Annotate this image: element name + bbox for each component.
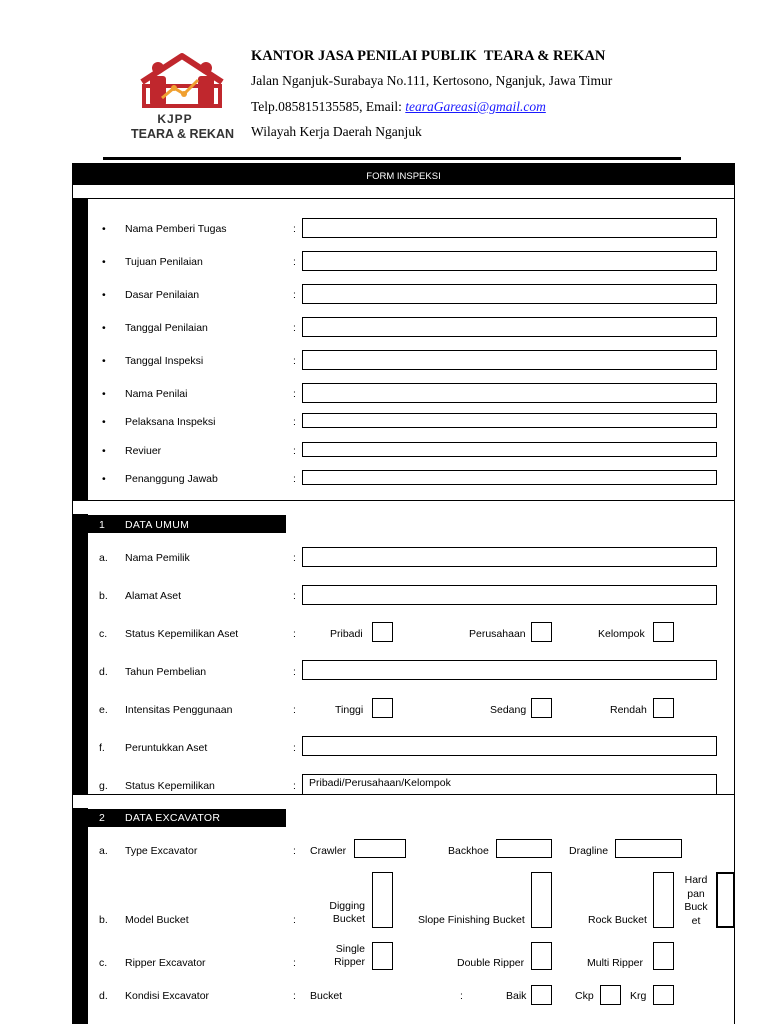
company-email-link[interactable]: tearaGareasi@gmail.com [405, 99, 546, 114]
form-title-underline [72, 198, 735, 199]
option-kelompok-checkbox[interactable] [653, 622, 674, 642]
form-title-bar [72, 163, 735, 185]
option-dragline-checkbox[interactable] [615, 839, 682, 858]
company-contact [251, 99, 546, 115]
s1-d-label: Tahun Pembelian [125, 666, 207, 678]
general-field-label: Dasar Penilaian [125, 289, 200, 301]
bullet-icon: • [102, 355, 106, 367]
s2-c-label: Ripper Excavator [125, 957, 206, 969]
general-field-label: Nama Pemberi Tugas [125, 223, 227, 235]
option-sedang-label: Sedang [490, 704, 527, 716]
section1-title: DATA UMUM [125, 519, 190, 531]
option-hardpan-bucket-checkbox[interactable] [716, 872, 735, 928]
option-double-ripper-checkbox[interactable] [531, 942, 552, 970]
general-field-colon: : [293, 256, 296, 268]
s1-b-letter: b. [99, 590, 108, 602]
company-phone: Telp.085815135585, Email: [251, 99, 406, 114]
s2-d-colon-2: : [460, 990, 463, 1002]
general-field-colon: : [293, 355, 296, 367]
section2-number: 2 [99, 812, 106, 824]
bullet-icon: • [102, 388, 106, 400]
s1-a-label: Nama Pemilik [125, 552, 190, 564]
alamat-aset-input[interactable] [302, 585, 717, 605]
option-perusahaan-label: Perusahaan [469, 628, 526, 640]
option-krg-label: Krg [630, 990, 647, 1002]
s2-b-letter: b. [99, 914, 108, 926]
option-baik-label: Baik [506, 990, 527, 1002]
option-perusahaan-checkbox[interactable] [531, 622, 552, 642]
option-sedang-checkbox[interactable] [531, 698, 552, 718]
option-kelompok-label: Kelompok [598, 628, 645, 640]
option-pribadi-label: Pribadi [330, 628, 363, 640]
form-title: FORM INSPEKSI [366, 171, 441, 182]
option-crawler-checkbox[interactable] [354, 839, 406, 858]
option-dragline-label: Dragline [569, 845, 609, 857]
section-divider-2 [72, 794, 735, 795]
option-rendah-checkbox[interactable] [653, 698, 674, 718]
bullet-icon: • [102, 445, 106, 457]
general-field-colon: : [293, 223, 296, 235]
option-multi-ripper-checkbox[interactable] [653, 942, 674, 970]
option-baik-checkbox[interactable] [531, 985, 552, 1005]
s2-b-label: Model Bucket [125, 914, 189, 926]
s2-b-colon: : [293, 914, 296, 926]
option-tinggi-checkbox[interactable] [372, 698, 393, 718]
general-field-label: Tujuan Penilaian [125, 256, 203, 268]
general-field-colon: : [293, 322, 296, 334]
s1-e-letter: e. [99, 704, 108, 716]
option-backhoe-label: Backhoe [448, 845, 489, 857]
bullet-icon: • [102, 289, 106, 301]
section2-header [88, 809, 286, 827]
s1-e-colon: : [293, 704, 296, 716]
general-field-colon: : [293, 445, 296, 457]
company-title: KANTOR JASA PENILAI PUBLIK TEARA & REKAN [251, 48, 606, 64]
s2-a-colon: : [293, 845, 296, 857]
company-region: Wilayah Kerja Daerah Nganjuk [251, 124, 422, 139]
option-slope-finishing-bucket-checkbox[interactable] [531, 872, 552, 928]
company-address: Jalan Nganjuk-Surabaya No.111, Kertosono, Nganjuk, Jawa Timur [251, 73, 613, 88]
company-logo [120, 50, 245, 145]
s1-d-colon: : [293, 666, 296, 678]
option-hardpan-bucket-label: Hard pan Buck et [684, 874, 708, 927]
bullet-icon: • [102, 473, 106, 485]
option-tinggi-label: Tinggi [335, 704, 364, 716]
bullet-icon: • [102, 322, 106, 334]
option-multi-ripper-label: Multi Ripper [587, 957, 644, 969]
s1-b-label: Alamat Aset [125, 590, 182, 602]
logo-kjpp-text: KJPP [157, 112, 193, 126]
section1-header [88, 515, 286, 533]
header-divider [103, 157, 681, 160]
s1-g-label: Status Kepemilikan [125, 780, 215, 792]
general-field-input[interactable] [302, 442, 717, 457]
option-crawler-label: Crawler [310, 845, 347, 857]
tahun-pembelian-input[interactable] [302, 660, 717, 680]
kondisi-bucket-label: Bucket [310, 990, 343, 1002]
s1-a-colon: : [293, 552, 296, 564]
option-digging-bucket-checkbox[interactable] [372, 872, 393, 928]
option-rock-bucket-checkbox[interactable] [653, 872, 674, 928]
s2-a-letter: a. [99, 845, 108, 857]
option-single-ripper-checkbox[interactable] [372, 942, 393, 970]
left-bar-section1 [72, 514, 88, 794]
option-slope-finishing-bucket-label: Slope Finishing Bucket [418, 914, 525, 926]
bullet-icon: • [102, 416, 106, 428]
general-field-label: Tanggal Inspeksi [125, 355, 204, 367]
general-field-label: Pelaksana Inspeksi [125, 416, 216, 428]
s2-d-letter: d. [99, 990, 108, 1002]
general-field-input[interactable] [302, 470, 717, 485]
s1-c-letter: c. [99, 628, 108, 640]
option-rock-bucket-label: Rock Bucket [588, 914, 647, 926]
s2-d-colon: : [293, 990, 296, 1002]
s2-c-colon: : [293, 957, 296, 969]
general-field-colon: : [293, 473, 296, 485]
s1-f-colon: : [293, 742, 296, 754]
s1-c-colon: : [293, 628, 296, 640]
logo-name-text: TEARA & REKAN [130, 127, 234, 141]
general-field-label: Penanggung Jawab [125, 473, 218, 485]
section1-number: 1 [99, 519, 106, 531]
option-digging-bucket-label: Digging Bucket [329, 900, 365, 925]
nama-pemilik-input[interactable] [302, 547, 717, 567]
option-rendah-label: Rendah [610, 704, 647, 716]
option-ckp-checkbox[interactable] [600, 985, 621, 1005]
option-double-ripper-label: Double Ripper [457, 957, 525, 969]
general-field-colon: : [293, 388, 296, 400]
general-field-input[interactable] [302, 284, 717, 304]
option-single-ripper-label: Single Ripper [334, 943, 365, 968]
status-kepemilikan-input[interactable]: Pribadi/Perusahaan/Kelompok [302, 774, 717, 794]
general-field-input[interactable] [302, 413, 717, 428]
left-bar-general [72, 199, 88, 500]
s1-a-letter: a. [99, 552, 108, 564]
s1-c-label: Status Kepemilikan Aset [125, 628, 239, 640]
option-pribadi-checkbox[interactable] [372, 622, 393, 642]
general-field-input[interactable] [302, 317, 717, 337]
s2-a-label: Type Excavator [125, 845, 198, 857]
peruntukkan-aset-input[interactable] [302, 736, 717, 756]
s1-g-colon: : [293, 780, 296, 792]
general-field-label: Reviuer [125, 445, 162, 457]
general-field-colon: : [293, 416, 296, 428]
general-field-input[interactable] [302, 383, 717, 403]
s1-g-letter: g. [99, 780, 108, 792]
section-divider-1 [72, 500, 735, 501]
general-field-label: Tanggal Penilaian [125, 322, 208, 334]
general-field-label: Nama Penilai [125, 388, 188, 400]
s1-e-label: Intensitas Penggunaan [125, 704, 233, 716]
option-krg-checkbox[interactable] [653, 985, 674, 1005]
s1-f-label: Peruntukkan Aset [125, 742, 208, 754]
general-field-colon: : [293, 289, 296, 301]
s1-d-letter: d. [99, 666, 108, 678]
bullet-icon: • [102, 256, 106, 268]
bullet-icon: • [102, 223, 106, 235]
s2-d-label: Kondisi Excavator [125, 990, 210, 1002]
section2-title: DATA EXCAVATOR [125, 812, 221, 824]
option-backhoe-checkbox[interactable] [496, 839, 552, 858]
s1-f-letter: f. [99, 742, 105, 754]
option-ckp-label: Ckp [575, 990, 594, 1002]
general-field-input[interactable] [302, 350, 717, 370]
s1-b-colon: : [293, 590, 296, 602]
left-bar-section2 [72, 808, 88, 1024]
s2-c-letter: c. [99, 957, 108, 969]
general-field-input[interactable] [302, 251, 717, 271]
general-field-input[interactable] [302, 218, 717, 238]
